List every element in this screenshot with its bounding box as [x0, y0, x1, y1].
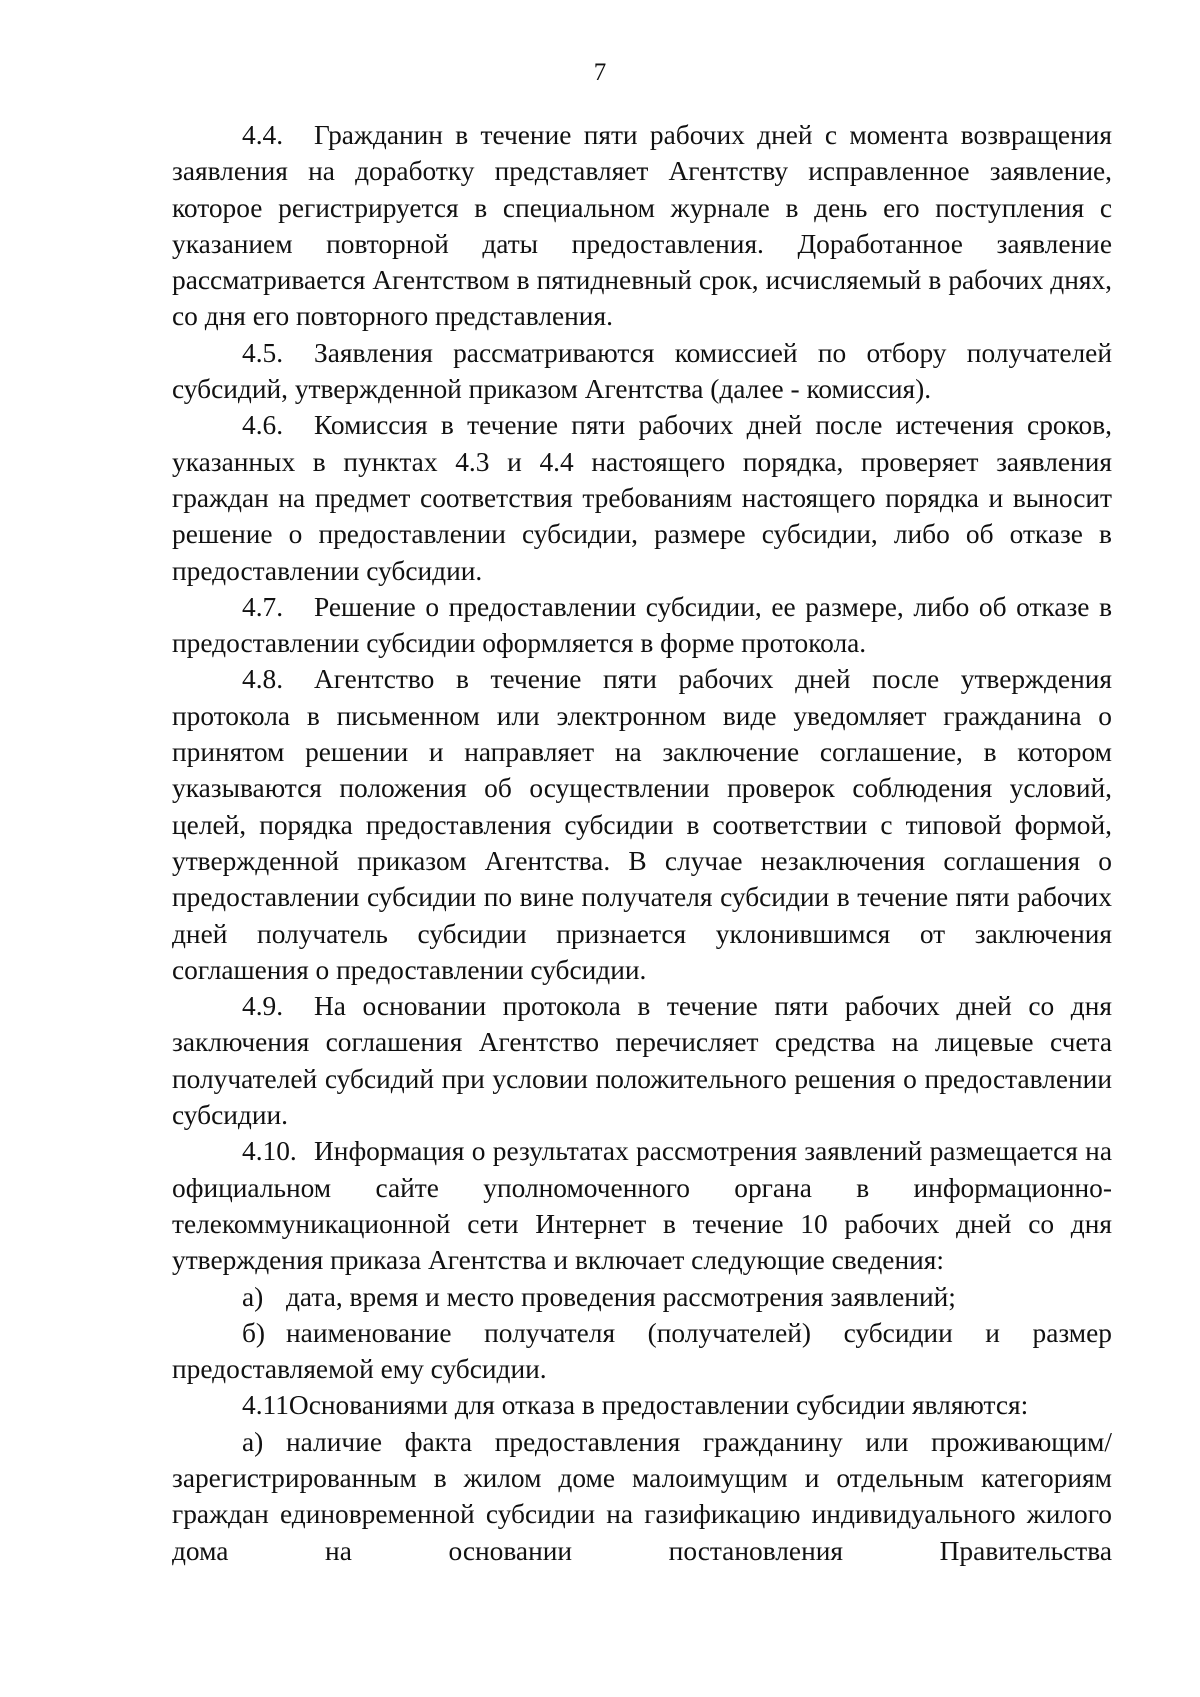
clause-text: Гражданин в течение пяти рабочих дней с момента возвращения заявления на доработку представляет Агентству исправленное заявление, которое регистрируется в специальном журнале в день его поступления с указанием повторной даты предоставления. Доработанное заявление рассматривается Агентством в пятидневный срок, исчисляемый в рабочих днях, со дня его повторного представления.: [172, 120, 1112, 332]
clause-number: 4.10.: [242, 1136, 297, 1167]
paragraph-4-10: [172, 1133, 1112, 1278]
document-body: [172, 117, 1112, 1569]
paragraph-4-9: [172, 988, 1112, 1133]
clause-number: 4.7.: [242, 591, 284, 622]
paragraph-4-10-b: [172, 1315, 1112, 1388]
clause-text: Решение о предоставлении субсидии, ее размере, либо об отказе в предоставлении субсидии оформляется в форме протокола.: [172, 591, 1112, 659]
clause-number: 4.5.: [242, 337, 284, 368]
clause-number: 4.6.: [242, 410, 284, 441]
clause-number: 4.9.: [242, 991, 284, 1022]
clause-text: дата, время и место проведения рассмотрения заявлений;: [286, 1281, 956, 1312]
clause-number: 4.11: [242, 1390, 289, 1421]
clause-text: наличие факта предоставления гражданину или проживающим/зарегистрированным в жилом доме малоимущим и отдельным категориям граждан единовременной субсидии на газификацию индивидуального жилого дома на основании постановления Правительства: [172, 1426, 1112, 1566]
page-number: 7: [593, 59, 607, 86]
clause-number: 4.4.: [242, 120, 284, 150]
clause-text: Информация о результатах рассмотрения заявлений размещается на официальном сайте уполномоченного органа в информационно-телекоммуникационной сети Интернет в течение 10 рабочих дней со дня утверждения приказа Агентства и включает следующие сведения:: [172, 1136, 1112, 1276]
paragraph-4-8: [172, 661, 1112, 988]
subclause-letter: а): [242, 1281, 264, 1312]
subclause-letter: б): [242, 1317, 266, 1348]
paragraph-4-7: [172, 589, 1112, 662]
clause-text: Основаниями для отказа в предоставлении субсидии являются:: [288, 1390, 1029, 1421]
clause-text: Агентство в течение пяти рабочих дней после утверждения протокола в письменном или электронном виде уведомляет гражданина о принятом решении и направляет на заключение соглашение, в котором указываются положения об осуществлении проверок соблюдения условий, целей, порядка предоставления субсидии в соответствии с типовой формой, утвержденной приказом Агентства. В случае незаключения соглашения о предоставлении субсидии по вине получателя субсидии в течение пяти рабочих дней получатель субсидии признается уклонившимся от заключения соглашения о предоставлении субсидии.: [172, 664, 1112, 985]
paragraph-4-5: [172, 335, 1112, 408]
clause-text: Заявления рассматриваются комиссией по отбору получателей субсидий, утвержденной приказом Агентства (далее - комиссия).: [172, 337, 1112, 405]
clause-text: наименование получателя (получателей) субсидии и размер предоставляемой ему субсидии.: [172, 1317, 1112, 1385]
clause-number: 4.8.: [242, 664, 284, 695]
paragraph-4-6: [172, 407, 1112, 588]
clause-text: Комиссия в течение пяти рабочих дней после истечения сроков, указанных в пунктах 4.3 и 4.4 настоящего порядка, проверяет заявления граждан на предмет соответствия требованиям настоящего порядка и выносит решение о предоставлении субсидии, размере субсидии, либо об отказе в предоставлении субсидии.: [172, 410, 1112, 586]
paragraph-4-11-a: [172, 1424, 1112, 1569]
clause-text: На основании протокола в течение пяти рабочих дней со дня заключения соглашения Агентство перечисляет средства на лицевые счета получателей субсидий при условии положительного решения о предоставлении субсидии.: [172, 991, 1112, 1131]
subclause-letter: а): [242, 1426, 264, 1457]
paragraph-4-10-a: [172, 1279, 1112, 1315]
paragraph-4-4: [172, 117, 1112, 335]
paragraph-4-11: [172, 1387, 1112, 1423]
